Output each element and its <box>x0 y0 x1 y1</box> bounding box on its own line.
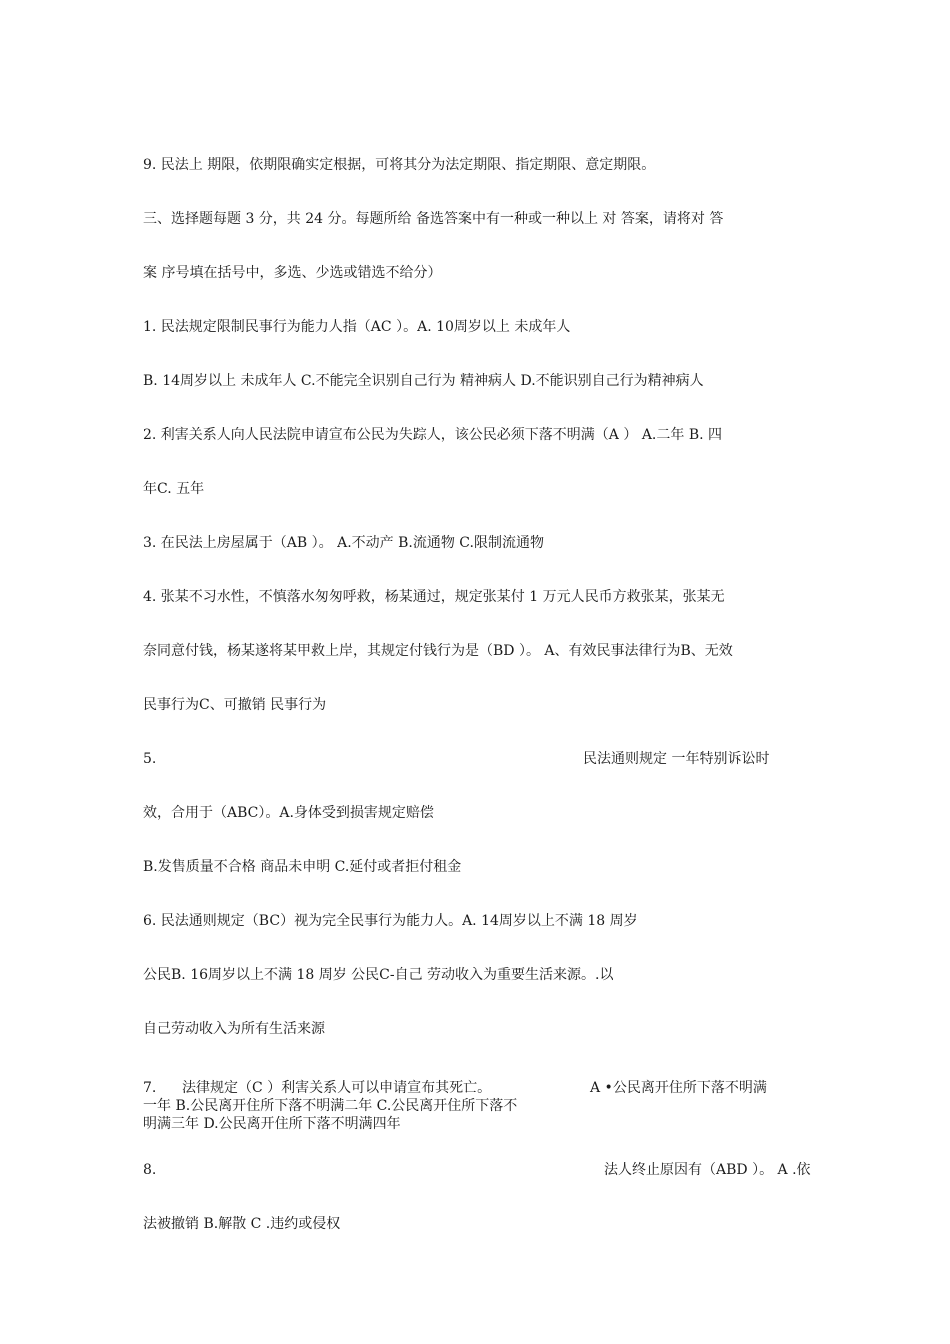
line-q5-number: 5. <box>143 751 157 767</box>
line-q7-options: 一年 B.公民离开住所下落不明满二年 C.公民离开住所下落不 <box>143 1098 518 1114</box>
line-q3-question: 3. 在民法上房屋属于（AB ）。 A.不动产 B.流通物 C.限制流通物 <box>143 535 544 551</box>
line-q2-options: 年C. 五年 <box>143 481 205 497</box>
line-q8-number: 8. <box>143 1162 157 1178</box>
line-q7-question: 法律规定（C ）利害关系人可以申请宣布其死亡。 <box>182 1080 492 1096</box>
line-q7-number: 7. <box>143 1080 157 1096</box>
section-three-header-text: 三、选择题每题 3 分，共 24 分。每题所给 备选答案中有一种或一种以上 对 答案，请将对 答 <box>143 211 724 227</box>
line-q5-question: 民法通则规定 一年特别诉讼时 <box>583 751 770 767</box>
line-q1-question: 1. 民法规定限制民事行为能力人指（AC ）。A. 10周岁以上 未成年人 <box>143 319 571 335</box>
line-q5-options: B.发售质量不合格 商品未申明 C.延付或者拒付租金 <box>143 859 462 875</box>
line-q4-continued: 奈同意付钱，杨某遂将某甲救上岸，其规定付钱行为是（BD ）。 A、有效民事法律行为B、无效 <box>143 643 733 659</box>
line-q4-question: 4. 张某不习水性，不慎落水匆匆呼救，杨某通过，规定张某付 1 万元人民币方救张某，张某无 <box>143 589 725 605</box>
line-q7-option-a: A •公民离开住所下落不明满 <box>590 1080 767 1096</box>
line-q6-question: 6. 民法通则规定（BC）视为完全民事行为能力人。A. 14周岁以上不满 18 周岁 <box>143 913 638 929</box>
line-q5-continued: 效，合用于（ABC）。A.身体受到损害规定赔偿 <box>143 805 434 821</box>
line-q7-options-continued: 明满三年 D.公民离开住所下落不明满四年 <box>143 1116 401 1132</box>
line-q2-question: 2. 利害关系人向人民法院申请宣布公民为失踪人，该公民必须下落不明满（A ） A.二年 B. 四 <box>143 427 723 443</box>
line-section-three-header <box>143 210 815 228</box>
line-section-three-instructions: 案 序号填在括号中，多选、少选或错选不给分） <box>143 265 442 281</box>
line-q9-civil-law-period: 9. 民法上 期限，依期限确实定根据，可将其分为法定期限、指定期限、意定期限。 <box>143 157 656 173</box>
line-q6-continued: 自己劳动收入为所有生活来源 <box>143 1021 325 1037</box>
line-q8-options: 法被撤销 B.解散 C .违约或侵权 <box>143 1216 341 1232</box>
line-q4-options: 民事行为C、可撤销 民事行为 <box>143 697 327 713</box>
line-q1-options: B. 14周岁以上 未成年人 C.不能完全识别自己行为 精神病人 D.不能识别自己行为精神病人 <box>143 373 704 389</box>
line-q8-question: 法人终止原因有（ABD ）。 A .依 <box>604 1162 811 1178</box>
line-q6-options: 公民B. 16周岁以上不满 18 周岁 公民C-自己 劳动收入为重要生活来源。.以 <box>143 967 614 983</box>
